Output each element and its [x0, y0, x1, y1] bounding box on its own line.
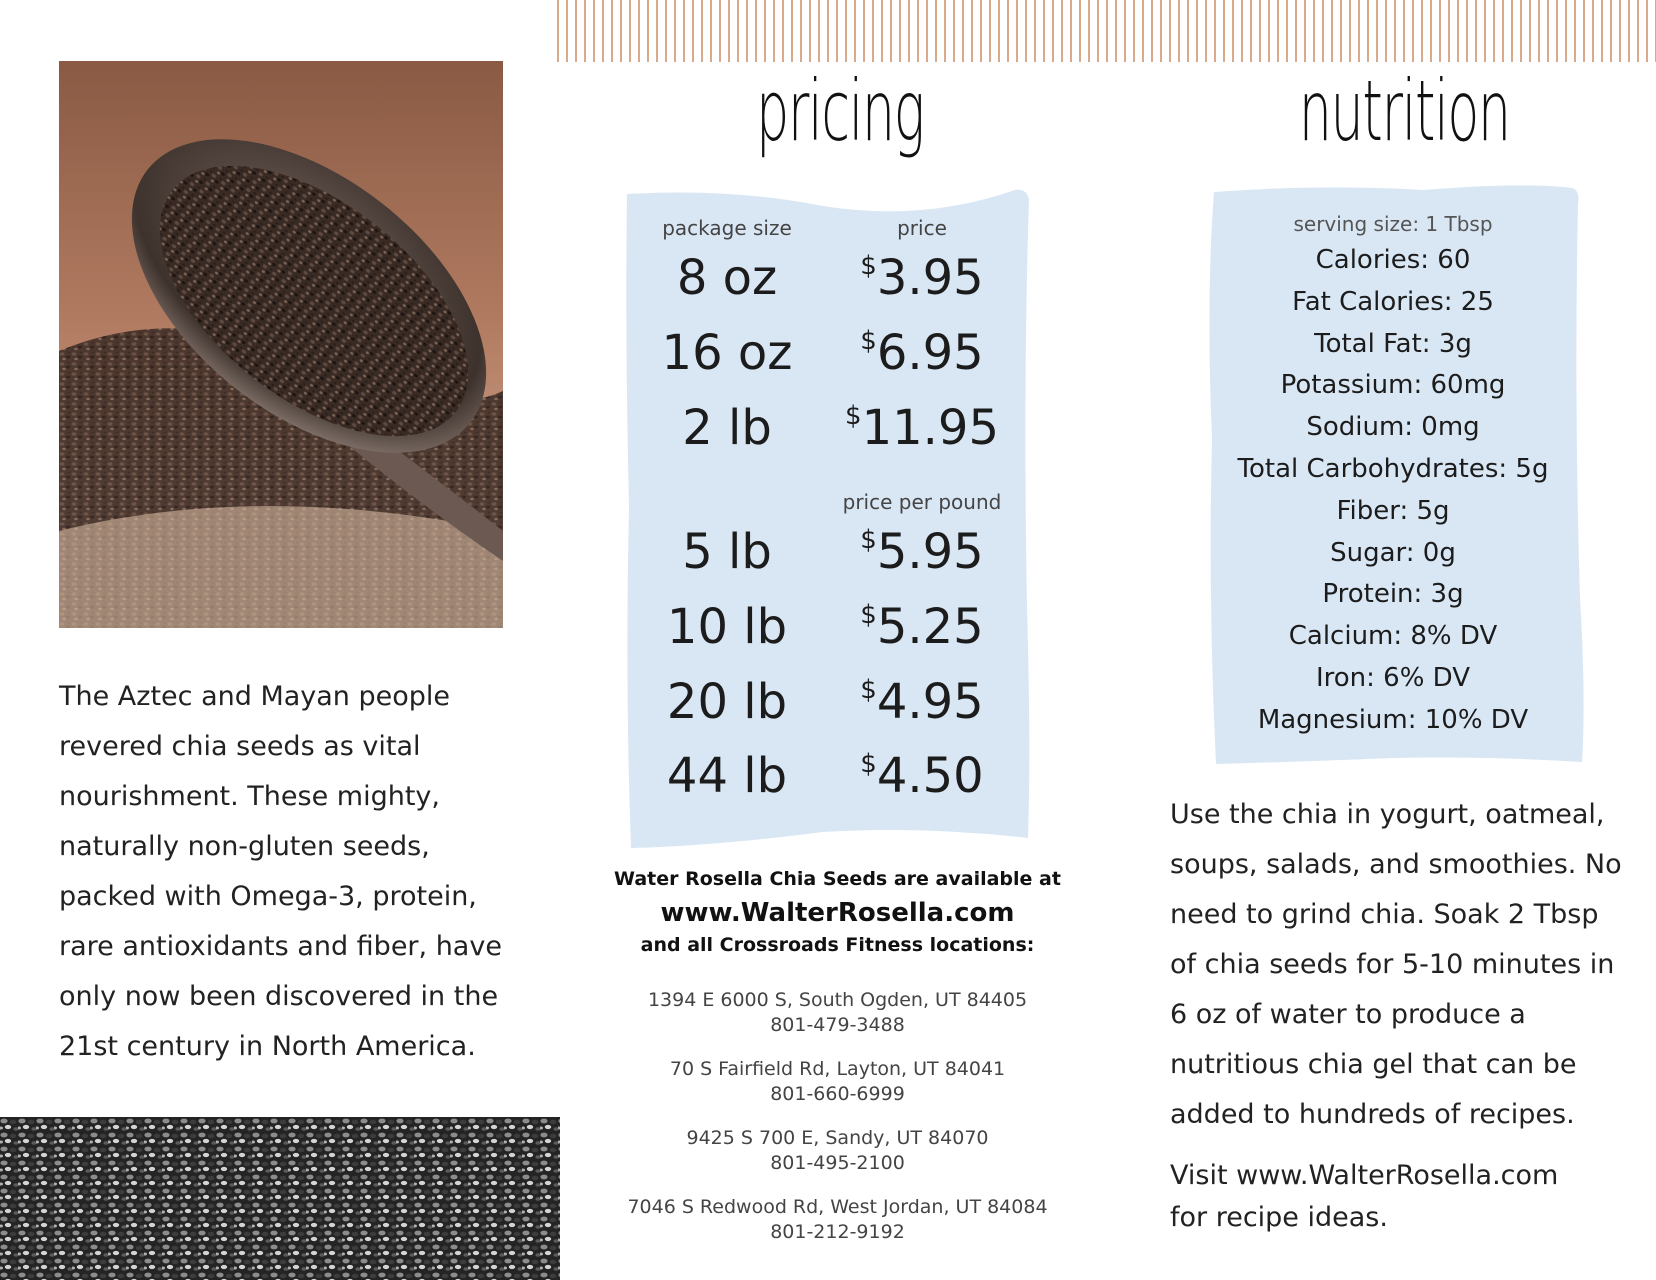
location-phone: 801-479-3488: [770, 1014, 905, 1036]
price-per-pound-header: price per pound: [842, 490, 1002, 514]
usage-paragraph: Use the chia in yogurt, oatmeal, soups, salads, and smoothies. No need to grind chia. Soak 2 Tbsp of chia seeds for 5-10 minutes in 6 oz of water to produce a nutritious chia gel that can be added to hundreds of recipes.: [1170, 799, 1622, 1130]
nutrition-item: Iron: 6% DV: [1315, 662, 1471, 693]
package-price: [822, 400, 1022, 456]
price-value: 6.95: [876, 325, 984, 381]
nutrition-item: Fat Calories: 25: [1292, 286, 1494, 317]
price-value: 4.50: [876, 748, 984, 804]
pricing-row: [627, 674, 1030, 744]
pricing-title: pricing: [756, 62, 924, 160]
currency-symbol: $: [845, 401, 862, 431]
bulk-size: 20 lb: [666, 674, 788, 730]
bulk-price: [822, 599, 1022, 655]
locations-list: [600, 988, 1075, 1264]
nutrition-item: Total Fat: 3g: [1314, 328, 1472, 359]
list-item: [600, 1057, 1075, 1126]
serving-size: serving size: 1 Tbsp: [1293, 212, 1493, 236]
nutrition-item: Protein: 3g: [1322, 579, 1464, 610]
list-item: [600, 988, 1075, 1057]
website-link[interactable]: www.WalterRosella.com: [660, 898, 1015, 928]
nutrition-item: Calories: 60: [1315, 245, 1471, 275]
bulk-size: 5 lb: [682, 524, 772, 580]
location-phone: 801-212-9192: [770, 1221, 905, 1243]
list-item: [600, 1126, 1075, 1195]
location-address: 70 S Fairfield Rd, Layton, UT 84041: [669, 1058, 1006, 1080]
availability-intro: Water Rosella Chia Seeds are available at: [614, 868, 1061, 890]
availability-locations-intro: and all Crossroads Fitness locations:: [640, 934, 1035, 956]
bulk-price: [822, 524, 1022, 580]
nutrition-item: Sugar: 0g: [1330, 537, 1456, 568]
decorative-stripes: [557, 0, 1656, 62]
pricing-row: [627, 400, 1030, 470]
price-value: 11.95: [861, 400, 999, 456]
nutrition-list: [1208, 240, 1578, 742]
pricing-table: [627, 190, 1030, 845]
bulk-size: 10 lb: [666, 599, 788, 655]
pricing-row: [627, 524, 1030, 594]
bulk-price: [822, 748, 1022, 804]
location-phone: 801-660-6999: [770, 1083, 905, 1105]
package-size-header: package size: [662, 216, 792, 240]
package-price: [822, 250, 1022, 306]
price-header: price: [897, 216, 947, 240]
location-address: 7046 S Redwood Rd, West Jordan, UT 84084: [627, 1196, 1048, 1218]
bulk-size: 44 lb: [666, 748, 788, 804]
visit-line: for recipe ideas.: [1170, 1202, 1388, 1233]
currency-symbol: $: [860, 251, 877, 281]
pricing-row: [627, 325, 1030, 395]
nutrition-item: Sodium: 0mg: [1306, 412, 1480, 443]
visit-note: [1170, 1155, 1630, 1239]
location-address: 9425 S 700 E, Sandy, UT 84070: [686, 1127, 989, 1149]
currency-symbol: $: [860, 749, 877, 779]
location-address: 1394 E 6000 S, South Ogden, UT 84405: [647, 989, 1028, 1011]
package-size: 2 lb: [682, 400, 772, 456]
package-price: [822, 325, 1022, 381]
nutrition-item: Total Carbohydrates: 5g: [1237, 453, 1549, 484]
price-value: 4.95: [876, 674, 984, 730]
nutrition-title: nutrition: [1298, 62, 1510, 160]
package-size: 8 oz: [676, 250, 778, 306]
chia-seeds-closeup-photo: [0, 1117, 560, 1280]
intro-paragraph: The Aztec and Mayan people revered chia seeds as vital nourishment. These mighty, naturally non-gluten seeds, packed with Omega-3, protein, rare antioxidants and fiber, have only now been discovered in the 21st century in North America.: [59, 681, 502, 1062]
nutrition-item: Fiber: 5g: [1336, 495, 1450, 526]
pricing-row: [627, 250, 1030, 320]
visit-line: Visit www.WalterRosella.com: [1170, 1160, 1559, 1191]
nutrition-item: Potassium: 60mg: [1280, 370, 1506, 401]
pricing-row: [627, 748, 1030, 818]
list-item: [600, 1195, 1075, 1264]
nutrition-facts: [1208, 190, 1578, 760]
currency-symbol: $: [860, 675, 877, 705]
currency-symbol: $: [860, 525, 877, 555]
price-value: 3.95: [876, 250, 984, 306]
pricing-row: [627, 599, 1030, 669]
price-value: 5.25: [876, 599, 984, 655]
package-size: 16 oz: [661, 325, 793, 381]
location-phone: 801-495-2100: [770, 1152, 905, 1174]
nutrition-item: Magnesium: 10% DV: [1257, 704, 1529, 735]
availability-block: [600, 868, 1075, 956]
nutrition-item: Calcium: 8% DV: [1288, 621, 1498, 652]
bulk-price: [822, 674, 1022, 730]
price-value: 5.95: [876, 524, 984, 580]
currency-symbol: $: [860, 326, 877, 356]
chia-spoon-photo: [59, 61, 503, 628]
currency-symbol: $: [860, 600, 877, 630]
